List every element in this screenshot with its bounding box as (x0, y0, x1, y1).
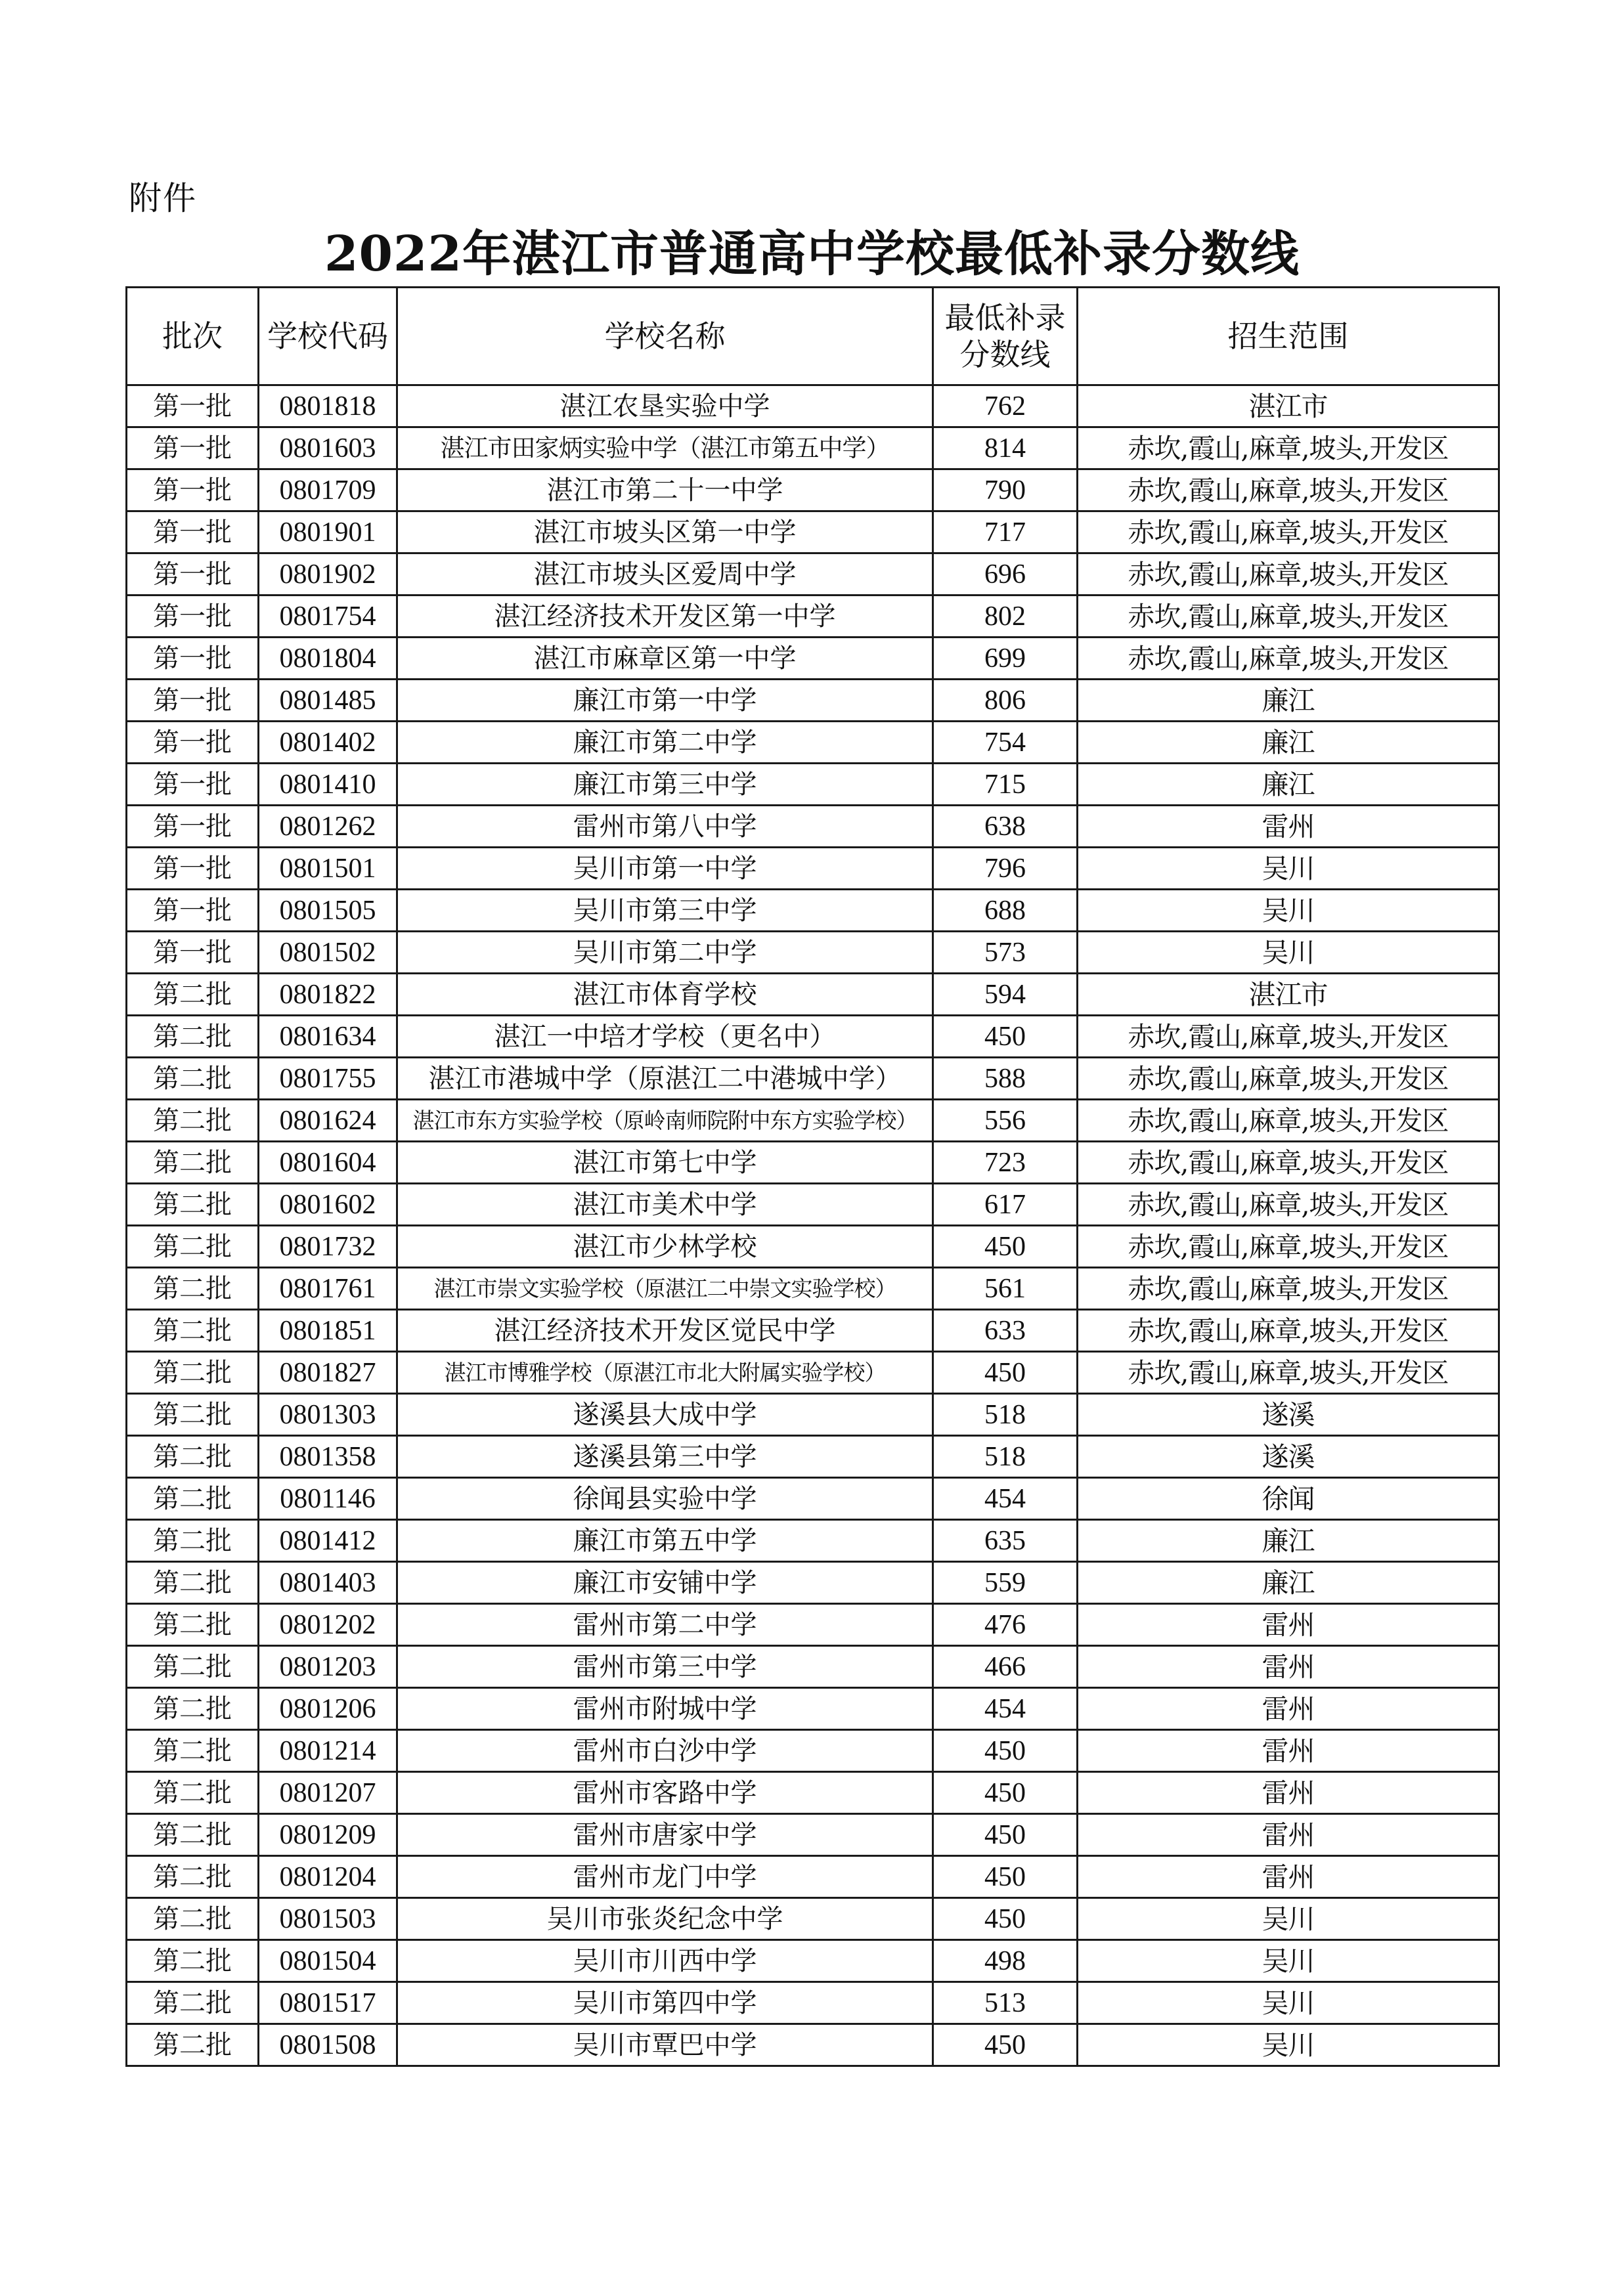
cell-score: 454 (933, 1478, 1078, 1520)
cell-name: 雷州市第三中学 (397, 1646, 933, 1688)
cell-score: 638 (933, 806, 1078, 848)
cell-code: 0801209 (259, 1814, 397, 1856)
cell-score: 561 (933, 1268, 1078, 1310)
cell-code: 0801709 (259, 469, 397, 511)
cell-code: 0801818 (259, 385, 397, 427)
cell-range: 雷州 (1078, 806, 1499, 848)
table-row (127, 1520, 1499, 1562)
cell-batch: 第二批 (127, 1058, 259, 1100)
cell-code: 0801634 (259, 1016, 397, 1058)
cell-range: 赤坎,霞山,麻章,坡头,开发区 (1078, 1268, 1499, 1310)
table-row (127, 2024, 1499, 2066)
table-row (127, 1184, 1499, 1226)
cell-name: 雷州市白沙中学 (397, 1730, 933, 1772)
cell-batch: 第一批 (127, 638, 259, 680)
cell-batch: 第一批 (127, 596, 259, 638)
table-row (127, 511, 1499, 553)
cell-score: 450 (933, 1814, 1078, 1856)
cell-range: 赤坎,霞山,麻章,坡头,开发区 (1078, 1352, 1499, 1394)
cell-name: 湛江市体育学校 (397, 974, 933, 1016)
cell-code: 0801508 (259, 2024, 397, 2066)
table-row (127, 1604, 1499, 1646)
cell-batch: 第一批 (127, 385, 259, 427)
table-row (127, 974, 1499, 1016)
cell-code: 0801603 (259, 427, 397, 469)
page-title: 2022年湛江市普通高中学校最低补录分数线 (324, 226, 1300, 282)
cell-code: 0801851 (259, 1310, 397, 1352)
cell-score: 466 (933, 1646, 1078, 1688)
table-row (127, 680, 1499, 722)
cell-code: 0801602 (259, 1184, 397, 1226)
cell-name: 湛江市东方实验学校（原岭南师院附中东方实验学校） (397, 1100, 933, 1142)
cell-code: 0801410 (259, 764, 397, 806)
cell-name: 廉江市第三中学 (397, 764, 933, 806)
header-name: 学校名称 (397, 288, 933, 385)
cell-name: 雷州市第八中学 (397, 806, 933, 848)
cell-score: 802 (933, 596, 1078, 638)
cell-code: 0801262 (259, 806, 397, 848)
table-row (127, 385, 1499, 427)
cell-batch: 第二批 (127, 1184, 259, 1226)
cell-range: 徐闻 (1078, 1478, 1499, 1520)
table-row (127, 1436, 1499, 1478)
cell-score: 476 (933, 1604, 1078, 1646)
table-row (127, 1814, 1499, 1856)
cell-score: 617 (933, 1184, 1078, 1226)
cell-batch: 第一批 (127, 722, 259, 764)
cell-code: 0801501 (259, 848, 397, 890)
cell-name: 湛江市坡头区爱周中学 (397, 553, 933, 596)
header-score-line2: 分数线 (959, 337, 1051, 372)
cell-batch: 第二批 (127, 1268, 259, 1310)
cell-batch: 第二批 (127, 1772, 259, 1814)
cell-name: 湛江一中培才学校（更名中） (397, 1016, 933, 1058)
header-score-line1: 最低补录 (944, 300, 1066, 336)
cell-score: 518 (933, 1436, 1078, 1478)
cell-range: 廉江 (1078, 764, 1499, 806)
cell-name: 湛江市田家炳实验中学（湛江市第五中学） (397, 427, 933, 469)
cell-score: 450 (933, 1352, 1078, 1394)
attachment-label: 附件 (129, 179, 197, 217)
table-row (127, 1478, 1499, 1520)
cell-code: 0801732 (259, 1226, 397, 1268)
cell-code: 0801358 (259, 1436, 397, 1478)
table-row (127, 1352, 1499, 1394)
cell-name: 湛江经济技术开发区觉民中学 (397, 1310, 933, 1352)
cell-code: 0801827 (259, 1352, 397, 1394)
cell-range: 赤坎,霞山,麻章,坡头,开发区 (1078, 1142, 1499, 1184)
cell-code: 0801203 (259, 1646, 397, 1688)
header-code: 学校代码 (259, 288, 397, 385)
cell-score: 450 (933, 1772, 1078, 1814)
cell-batch: 第二批 (127, 1436, 259, 1478)
cell-name: 湛江市第七中学 (397, 1142, 933, 1184)
table-row (127, 1268, 1499, 1310)
cell-batch: 第二批 (127, 1520, 259, 1562)
cell-name: 吴川市第二中学 (397, 932, 933, 974)
cell-range: 赤坎,霞山,麻章,坡头,开发区 (1078, 1226, 1499, 1268)
cell-name: 廉江市第五中学 (397, 1520, 933, 1562)
cell-score: 450 (933, 1016, 1078, 1058)
cell-code: 0801202 (259, 1604, 397, 1646)
cell-name: 湛江市美术中学 (397, 1184, 933, 1226)
cell-code: 0801761 (259, 1268, 397, 1310)
header-batch: 批次 (127, 288, 259, 385)
cell-name: 湛江经济技术开发区第一中学 (397, 596, 933, 638)
cell-batch: 第二批 (127, 1940, 259, 1982)
cell-code: 0801902 (259, 553, 397, 596)
cell-batch: 第二批 (127, 1898, 259, 1940)
cell-batch: 第二批 (127, 1310, 259, 1352)
cell-code: 0801604 (259, 1142, 397, 1184)
cell-score: 559 (933, 1562, 1078, 1604)
cell-batch: 第一批 (127, 469, 259, 511)
cell-batch: 第二批 (127, 1478, 259, 1520)
cell-name: 湛江市坡头区第一中学 (397, 511, 933, 553)
cell-score: 688 (933, 890, 1078, 932)
cell-range: 雷州 (1078, 1688, 1499, 1730)
cell-score: 450 (933, 1226, 1078, 1268)
table-row (127, 1058, 1499, 1100)
cell-score: 594 (933, 974, 1078, 1016)
header-score (933, 288, 1078, 385)
cell-name: 湛江市博雅学校（原湛江市北大附属实验学校） (397, 1352, 933, 1394)
cell-code: 0801755 (259, 1058, 397, 1100)
cell-code: 0801502 (259, 932, 397, 974)
table-row (127, 1646, 1499, 1688)
cell-score: 450 (933, 1730, 1078, 1772)
cell-code: 0801624 (259, 1100, 397, 1142)
cell-name: 吴川市第一中学 (397, 848, 933, 890)
cell-code: 0801207 (259, 1772, 397, 1814)
cell-score: 513 (933, 1982, 1078, 2024)
cutoff-score-table (125, 286, 1500, 2067)
cell-range: 廉江 (1078, 1520, 1499, 1562)
cell-name: 廉江市第一中学 (397, 680, 933, 722)
cell-score: 699 (933, 638, 1078, 680)
table-row (127, 1898, 1499, 1940)
table-row (127, 1982, 1499, 2024)
table-row (127, 806, 1499, 848)
cell-range: 廉江 (1078, 680, 1499, 722)
cell-score: 717 (933, 511, 1078, 553)
cell-range: 赤坎,霞山,麻章,坡头,开发区 (1078, 1310, 1499, 1352)
cell-score: 754 (933, 722, 1078, 764)
cell-batch: 第二批 (127, 1226, 259, 1268)
cell-range: 廉江 (1078, 1562, 1499, 1604)
cell-code: 0801403 (259, 1562, 397, 1604)
cell-range: 吴川 (1078, 932, 1499, 974)
cell-score: 796 (933, 848, 1078, 890)
cell-range: 赤坎,霞山,麻章,坡头,开发区 (1078, 1016, 1499, 1058)
cell-batch: 第二批 (127, 1100, 259, 1142)
cell-range: 雷州 (1078, 1814, 1499, 1856)
cell-score: 806 (933, 680, 1078, 722)
cell-code: 0801517 (259, 1982, 397, 2024)
cell-batch: 第二批 (127, 1688, 259, 1730)
cell-batch: 第二批 (127, 1604, 259, 1646)
table-row (127, 1394, 1499, 1436)
cell-range: 雷州 (1078, 1856, 1499, 1898)
cell-code: 0801206 (259, 1688, 397, 1730)
cell-range: 吴川 (1078, 1898, 1499, 1940)
cell-batch: 第一批 (127, 427, 259, 469)
cell-range: 吴川 (1078, 890, 1499, 932)
cell-batch: 第一批 (127, 553, 259, 596)
cell-batch: 第二批 (127, 1730, 259, 1772)
cell-batch: 第二批 (127, 1982, 259, 2024)
cell-batch: 第二批 (127, 1856, 259, 1898)
cell-code: 0801214 (259, 1730, 397, 1772)
cell-score: 498 (933, 1940, 1078, 1982)
cell-score: 696 (933, 553, 1078, 596)
cell-code: 0801754 (259, 596, 397, 638)
cell-batch: 第一批 (127, 680, 259, 722)
header-range: 招生范围 (1078, 288, 1499, 385)
cell-range: 赤坎,霞山,麻章,坡头,开发区 (1078, 596, 1499, 638)
cell-name: 湛江市麻章区第一中学 (397, 638, 933, 680)
cell-name: 吴川市第四中学 (397, 1982, 933, 2024)
cell-code: 0801901 (259, 511, 397, 553)
table-row (127, 1016, 1499, 1058)
cell-score: 573 (933, 932, 1078, 974)
cell-name: 雷州市唐家中学 (397, 1814, 933, 1856)
cell-range: 赤坎,霞山,麻章,坡头,开发区 (1078, 427, 1499, 469)
cell-range: 赤坎,霞山,麻章,坡头,开发区 (1078, 1100, 1499, 1142)
cell-name: 湛江农垦实验中学 (397, 385, 933, 427)
cell-batch: 第二批 (127, 1352, 259, 1394)
cell-batch: 第二批 (127, 974, 259, 1016)
cell-score: 723 (933, 1142, 1078, 1184)
cell-code: 0801504 (259, 1940, 397, 1982)
cell-range: 吴川 (1078, 1940, 1499, 1982)
cell-score: 633 (933, 1310, 1078, 1352)
table-row (127, 890, 1499, 932)
table-row (127, 553, 1499, 596)
cell-batch: 第二批 (127, 1814, 259, 1856)
table-row (127, 1226, 1499, 1268)
table-row (127, 1772, 1499, 1814)
cell-name: 吴川市川西中学 (397, 1940, 933, 1982)
cell-name: 雷州市附城中学 (397, 1688, 933, 1730)
cell-batch: 第二批 (127, 1394, 259, 1436)
cell-score: 715 (933, 764, 1078, 806)
cell-name: 湛江市崇文实验学校（原湛江二中崇文实验学校） (397, 1268, 933, 1310)
cell-name: 遂溪县第三中学 (397, 1436, 933, 1478)
table-row (127, 932, 1499, 974)
table-row (127, 1940, 1499, 1982)
cell-score: 556 (933, 1100, 1078, 1142)
cell-batch: 第一批 (127, 932, 259, 974)
cell-range: 吴川 (1078, 1982, 1499, 2024)
cell-code: 0801303 (259, 1394, 397, 1436)
cell-name: 廉江市安铺中学 (397, 1562, 933, 1604)
cell-range: 赤坎,霞山,麻章,坡头,开发区 (1078, 638, 1499, 680)
cell-batch: 第二批 (127, 2024, 259, 2066)
cell-batch: 第一批 (127, 764, 259, 806)
cell-name: 湛江市少林学校 (397, 1226, 933, 1268)
cell-batch: 第二批 (127, 1016, 259, 1058)
cell-range: 吴川 (1078, 2024, 1499, 2066)
cell-range: 湛江市 (1078, 385, 1499, 427)
cell-range: 吴川 (1078, 848, 1499, 890)
table-header-row (127, 288, 1499, 385)
cell-score: 790 (933, 469, 1078, 511)
cell-name: 雷州市客路中学 (397, 1772, 933, 1814)
cell-range: 遂溪 (1078, 1394, 1499, 1436)
cell-name: 雷州市龙门中学 (397, 1856, 933, 1898)
cell-code: 0801822 (259, 974, 397, 1016)
cell-name: 雷州市第二中学 (397, 1604, 933, 1646)
cell-batch: 第一批 (127, 511, 259, 553)
cell-score: 450 (933, 1898, 1078, 1940)
cell-name: 廉江市第二中学 (397, 722, 933, 764)
cell-name: 徐闻县实验中学 (397, 1478, 933, 1520)
cell-code: 0801412 (259, 1520, 397, 1562)
cell-batch: 第一批 (127, 848, 259, 890)
cell-range: 赤坎,霞山,麻章,坡头,开发区 (1078, 1184, 1499, 1226)
cell-batch: 第一批 (127, 806, 259, 848)
table-body (127, 385, 1499, 2066)
cell-score: 454 (933, 1688, 1078, 1730)
table-row (127, 638, 1499, 680)
table-row (127, 596, 1499, 638)
cell-batch: 第二批 (127, 1142, 259, 1184)
cell-score: 635 (933, 1520, 1078, 1562)
table-row (127, 764, 1499, 806)
cell-range: 赤坎,霞山,麻章,坡头,开发区 (1078, 1058, 1499, 1100)
cell-range: 雷州 (1078, 1730, 1499, 1772)
cell-name: 遂溪县大成中学 (397, 1394, 933, 1436)
cell-range: 赤坎,霞山,麻章,坡头,开发区 (1078, 553, 1499, 596)
cell-name: 吴川市覃巴中学 (397, 2024, 933, 2066)
table-row (127, 469, 1499, 511)
cell-batch: 第二批 (127, 1646, 259, 1688)
cell-score: 450 (933, 2024, 1078, 2066)
cell-range: 廉江 (1078, 722, 1499, 764)
cell-range: 湛江市 (1078, 974, 1499, 1016)
cell-range: 雷州 (1078, 1604, 1499, 1646)
cell-code: 0801146 (259, 1478, 397, 1520)
table-row (127, 1562, 1499, 1604)
cell-batch: 第一批 (127, 890, 259, 932)
cell-code: 0801485 (259, 680, 397, 722)
table-row (127, 722, 1499, 764)
cell-name: 湛江市港城中学（原湛江二中港城中学） (397, 1058, 933, 1100)
cell-score: 518 (933, 1394, 1078, 1436)
cell-score: 762 (933, 385, 1078, 427)
table-row (127, 1730, 1499, 1772)
cell-code: 0801204 (259, 1856, 397, 1898)
table-row (127, 848, 1499, 890)
cell-batch: 第二批 (127, 1562, 259, 1604)
cell-code: 0801503 (259, 1898, 397, 1940)
table-row (127, 1310, 1499, 1352)
cell-name: 湛江市第二十一中学 (397, 469, 933, 511)
cell-score: 450 (933, 1856, 1078, 1898)
table-row (127, 1142, 1499, 1184)
cell-score: 814 (933, 427, 1078, 469)
cell-range: 赤坎,霞山,麻章,坡头,开发区 (1078, 511, 1499, 553)
cell-range: 遂溪 (1078, 1436, 1499, 1478)
cell-code: 0801402 (259, 722, 397, 764)
cell-range: 雷州 (1078, 1772, 1499, 1814)
cell-code: 0801804 (259, 638, 397, 680)
table-row (127, 427, 1499, 469)
cell-name: 吴川市第三中学 (397, 890, 933, 932)
cell-range: 赤坎,霞山,麻章,坡头,开发区 (1078, 469, 1499, 511)
table-row (127, 1100, 1499, 1142)
cell-code: 0801505 (259, 890, 397, 932)
cell-name: 吴川市张炎纪念中学 (397, 1898, 933, 1940)
cell-range: 雷州 (1078, 1646, 1499, 1688)
table-row (127, 1856, 1499, 1898)
cell-score: 588 (933, 1058, 1078, 1100)
table-row (127, 1688, 1499, 1730)
